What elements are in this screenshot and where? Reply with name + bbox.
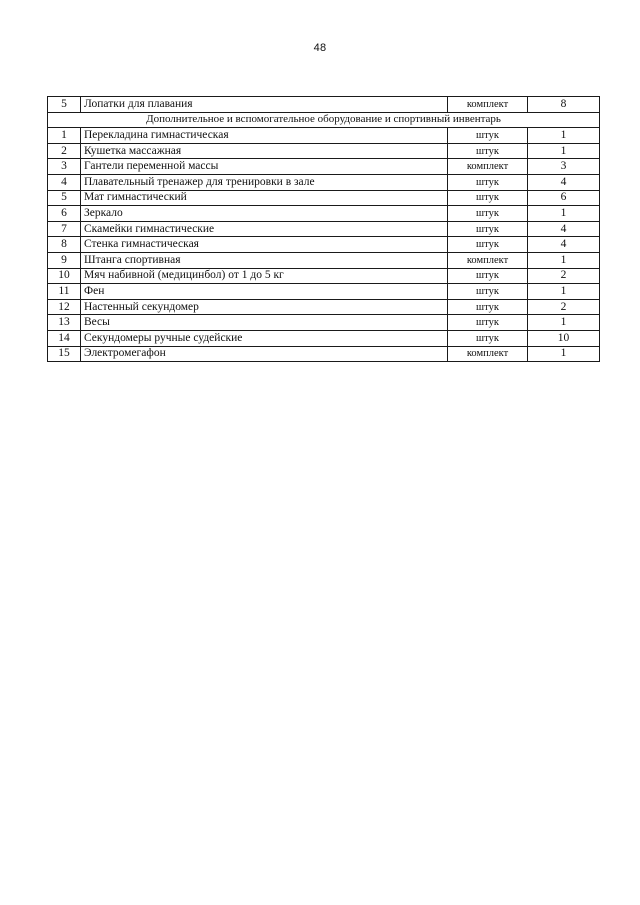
row-number: 15	[48, 346, 81, 362]
table-row	[48, 346, 600, 362]
quantity: 2	[528, 299, 600, 315]
unit-of-measure: штук	[448, 299, 528, 315]
item-name: Мат гимнастический	[81, 190, 448, 206]
row-number: 14	[48, 330, 81, 346]
quantity: 1	[528, 315, 600, 331]
table-row	[48, 128, 600, 144]
quantity: 4	[528, 237, 600, 253]
item-name: Зеркало	[81, 206, 448, 222]
item-name: Плавательный тренажер для тренировки в зале	[81, 174, 448, 190]
table-row	[48, 315, 600, 331]
quantity: 4	[528, 221, 600, 237]
table-row	[48, 159, 600, 175]
item-name: Весы	[81, 315, 448, 331]
item-name: Настенный секундомер	[81, 299, 448, 315]
row-number: 5	[48, 190, 81, 206]
equipment-table-body	[48, 97, 600, 362]
unit-of-measure: штук	[448, 330, 528, 346]
unit-of-measure: штук	[448, 221, 528, 237]
unit-of-measure: комплект	[448, 97, 528, 113]
unit-of-measure: штук	[448, 268, 528, 284]
table-row	[48, 143, 600, 159]
row-number: 1	[48, 128, 81, 144]
unit-of-measure: комплект	[448, 252, 528, 268]
item-name: Гантели переменной массы	[81, 159, 448, 175]
quantity: 3	[528, 159, 600, 175]
table-row	[48, 237, 600, 253]
unit-of-measure: комплект	[448, 159, 528, 175]
table-row	[48, 97, 600, 113]
unit-of-measure: штук	[448, 143, 528, 159]
row-number: 11	[48, 284, 81, 300]
item-name: Штанга спортивная	[81, 252, 448, 268]
table-row	[48, 284, 600, 300]
table-row	[48, 174, 600, 190]
quantity: 1	[528, 128, 600, 144]
section-header-row	[48, 112, 600, 128]
item-name: Электромегафон	[81, 346, 448, 362]
row-number: 10	[48, 268, 81, 284]
equipment-table	[47, 96, 600, 362]
row-number: 5	[48, 97, 81, 113]
unit-of-measure: комплект	[448, 346, 528, 362]
item-name: Секундомеры ручные судейские	[81, 330, 448, 346]
table-row	[48, 299, 600, 315]
quantity: 1	[528, 252, 600, 268]
item-name: Мяч набивной (медицинбол) от 1 до 5 кг	[81, 268, 448, 284]
unit-of-measure: штук	[448, 284, 528, 300]
item-name: Фен	[81, 284, 448, 300]
row-number: 6	[48, 206, 81, 222]
item-name: Кушетка массажная	[81, 143, 448, 159]
unit-of-measure: штук	[448, 315, 528, 331]
row-number: 3	[48, 159, 81, 175]
table-row	[48, 330, 600, 346]
row-number: 8	[48, 237, 81, 253]
row-number: 2	[48, 143, 81, 159]
unit-of-measure: штук	[448, 128, 528, 144]
unit-of-measure: штук	[448, 174, 528, 190]
row-number: 4	[48, 174, 81, 190]
table-row	[48, 252, 600, 268]
row-number: 13	[48, 315, 81, 331]
quantity: 1	[528, 284, 600, 300]
unit-of-measure: штук	[448, 237, 528, 253]
row-number: 7	[48, 221, 81, 237]
row-number: 9	[48, 252, 81, 268]
row-number: 12	[48, 299, 81, 315]
quantity: 8	[528, 97, 600, 113]
section-title: Дополнительное и вспомогательное оборудование и спортивный инвентарь	[48, 112, 600, 128]
item-name: Лопатки для плавания	[81, 97, 448, 113]
quantity: 6	[528, 190, 600, 206]
table-row	[48, 190, 600, 206]
quantity: 10	[528, 330, 600, 346]
page-number: 48	[313, 42, 327, 54]
unit-of-measure: штук	[448, 190, 528, 206]
table-row	[48, 206, 600, 222]
table-row	[48, 268, 600, 284]
quantity: 2	[528, 268, 600, 284]
quantity: 1	[528, 206, 600, 222]
item-name: Перекладина гимнастическая	[81, 128, 448, 144]
quantity: 1	[528, 346, 600, 362]
item-name: Скамейки гимнастические	[81, 221, 448, 237]
quantity: 1	[528, 143, 600, 159]
unit-of-measure: штук	[448, 206, 528, 222]
table-row	[48, 221, 600, 237]
item-name: Стенка гимнастическая	[81, 237, 448, 253]
quantity: 4	[528, 174, 600, 190]
